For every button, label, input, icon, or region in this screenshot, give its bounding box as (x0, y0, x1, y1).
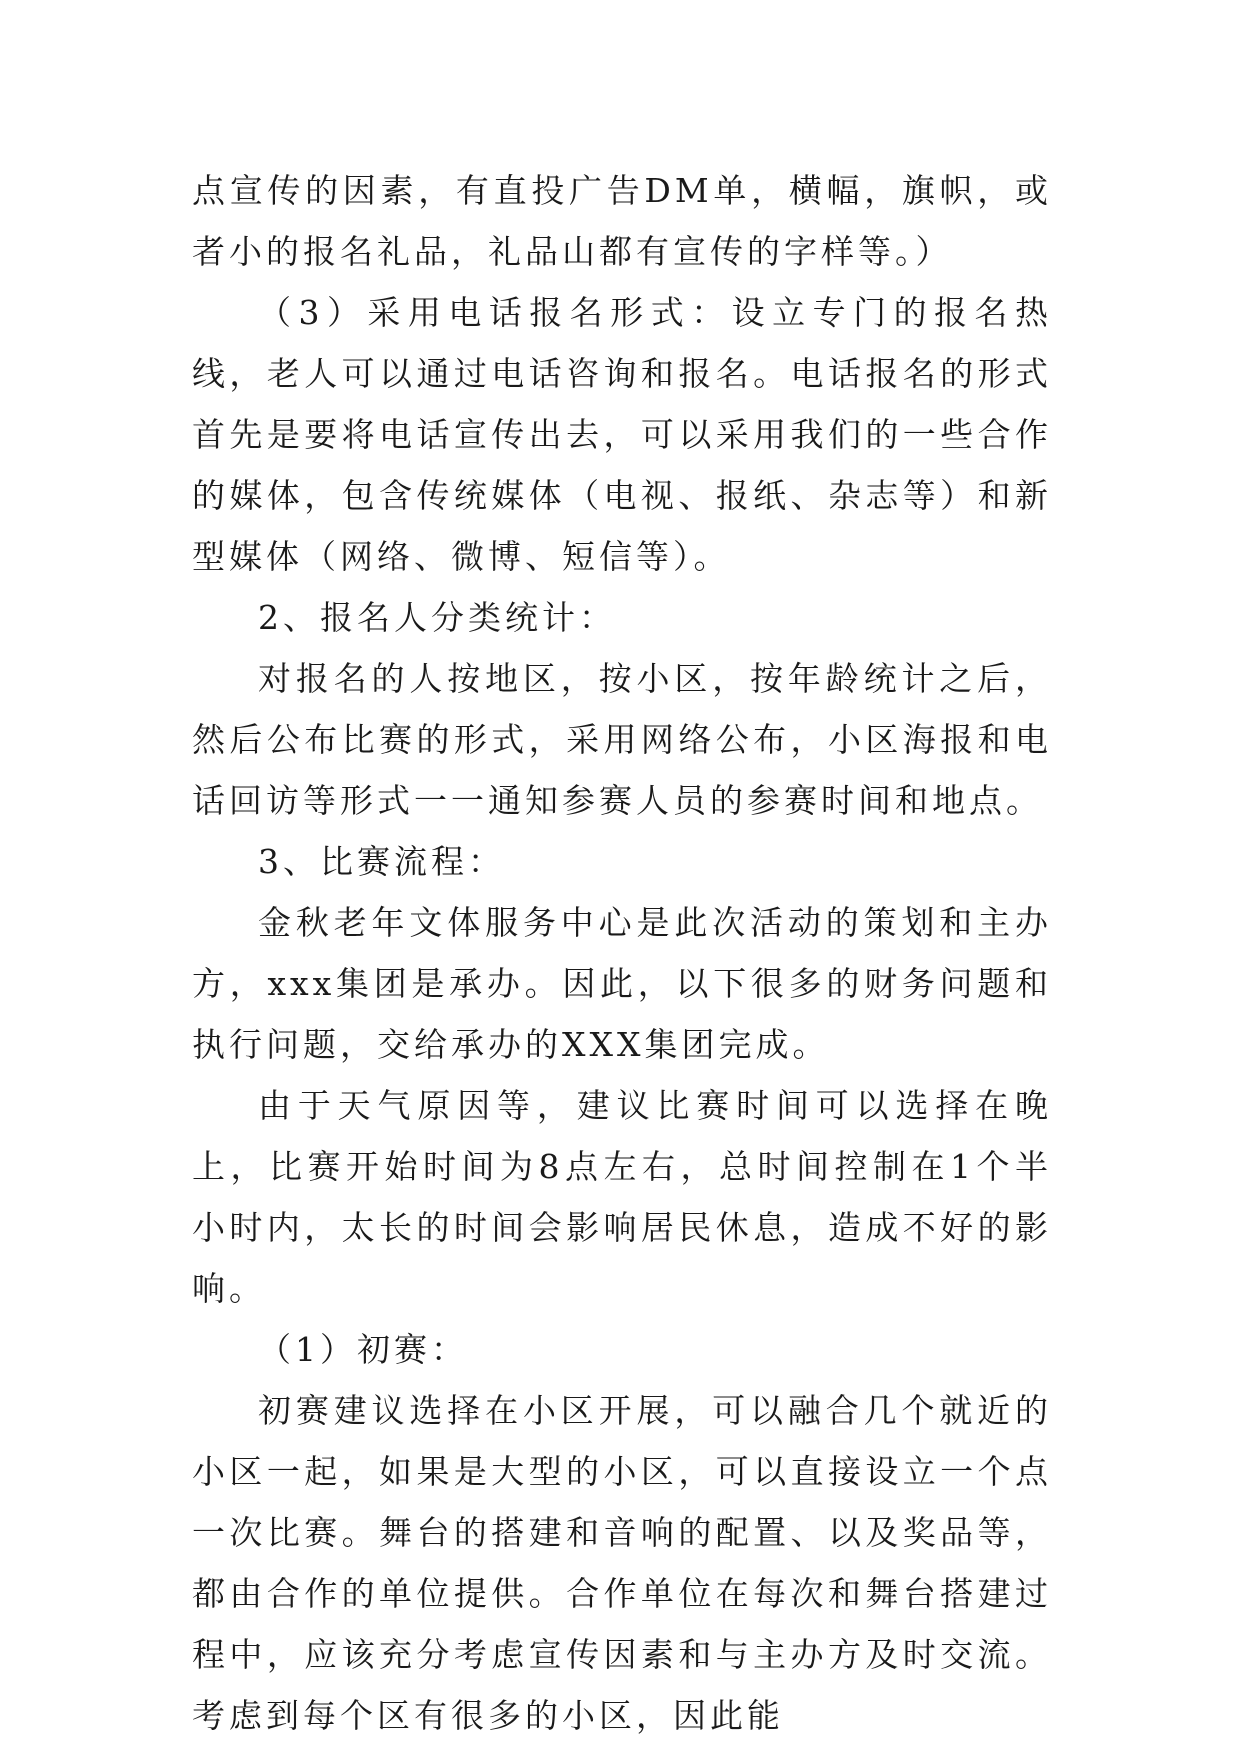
paragraph-preliminary: 初赛建议选择在小区开展，可以融合几个就近的小区一起，如果是大型的小区，可以直接设立一个点一次比赛。舞台的搭建和音响的配置、以及奖品等，都由合作的单位提供。合作单位在每次和舞台搭建过程中，应该充分考虑宣传因素和与主办方及时交流。考虑到每个区有很多的小区，因此能 (192, 1391, 1052, 1735)
heading-competition-process: 3、比赛流程： (258, 842, 505, 881)
body-text (192, 160, 1052, 1746)
paragraph-schedule: 由于天气原因等，建议比赛时间可以选择在晚上，比赛开始时间为8点左右，总时间控制在1个半小时内，太长的时间会影响居民休息，造成不好的影响。 (192, 1086, 1052, 1308)
paragraph-continuation: 点宣传的因素，有直投广告DM单，横幅，旗帜，或者小的报名礼品，礼品山都有宣传的字样等。） (192, 171, 1052, 271)
paragraph-phone-registration: （3）采用电话报名形式：设立专门的报名热线，老人可以通过电话咨询和报名。电话报名的形式首先是要将电话宣传出去，可以采用我们的一些合作的媒体，包含传统媒体（电视、报纸、杂志等）和新型媒体（网络、微博、短信等）。 (192, 293, 1052, 576)
heading-preliminary: （1）初赛： (258, 1330, 468, 1369)
paragraph-statistics: 对报名的人按地区，按小区，按年龄统计之后，然后公布比赛的形式，采用网络公布，小区海报和电话回访等形式一一通知参赛人员的参赛时间和地点。 (192, 659, 1052, 820)
heading-registrant-statistics: 2、报名人分类统计： (258, 598, 616, 637)
paragraph-organizer: 金秋老年文体服务中心是此次活动的策划和主办方，xxx集团是承办。因此，以下很多的财务问题和执行问题，交给承办的XXX集团完成。 (192, 903, 1052, 1064)
